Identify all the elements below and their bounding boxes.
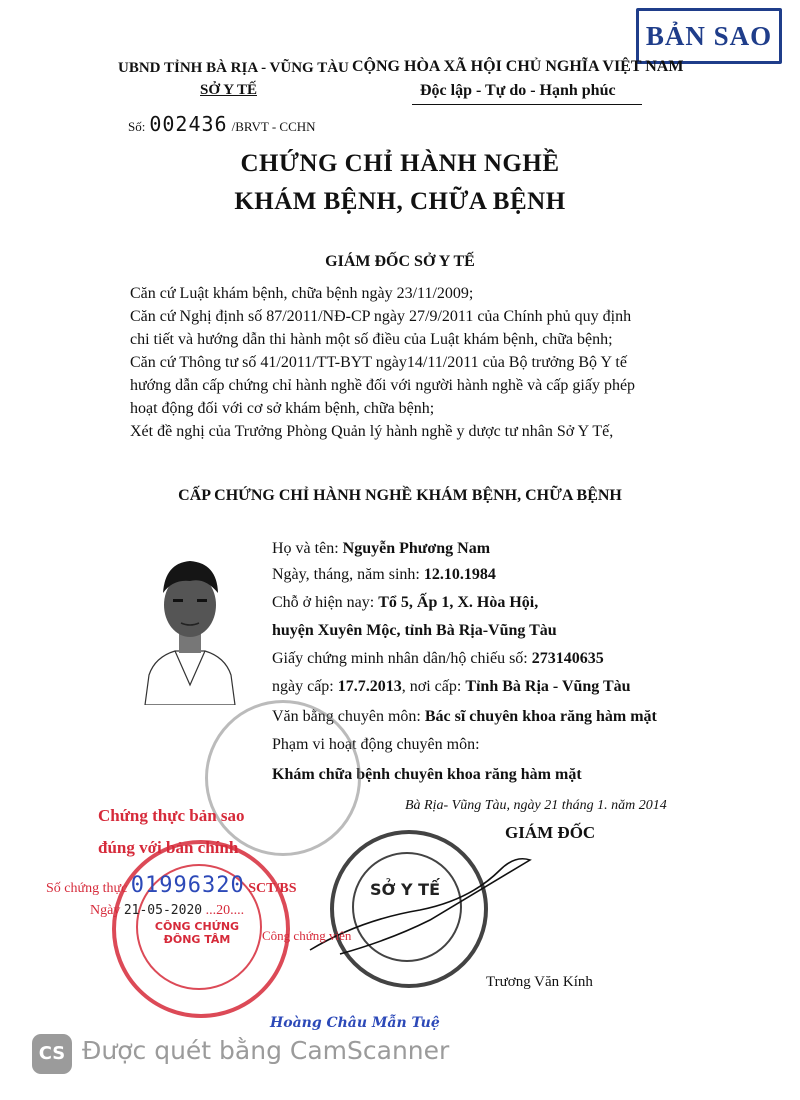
legal-basis-line: Căn cứ Thông tư số 41/2011/TT-BYT ngày14/11/2011 của Bộ trưởng Bộ Y tế	[130, 354, 627, 371]
month-label: tháng	[561, 798, 594, 813]
issue-place: Tỉnh Bà Rịa - Vũng Tàu	[465, 678, 631, 695]
certification-number: 01996320	[130, 873, 245, 898]
holder-photo	[135, 535, 245, 705]
holder-address-1: Tổ 5, Ấp 1, X. Hòa Hội,	[378, 594, 539, 611]
sign-day: 21	[544, 798, 559, 813]
address-label: Chỗ ở hiện nay:	[272, 594, 375, 611]
camscanner-logo-icon: CS	[32, 1034, 72, 1074]
notary-signature-name: Hoàng Châu Mẫn Tuệ	[270, 1015, 440, 1031]
legal-basis-line: Xét đề nghị của Trưởng Phòng Quản lý hành nghề y dược tư nhân Sở Y Tế,	[130, 423, 614, 440]
certificate-number	[128, 112, 316, 136]
certification-date-label: Ngày	[90, 903, 121, 918]
issuing-agency: UBND TỈNH BÀ RỊA - VŨNG TÀU	[118, 60, 349, 76]
signer-role: GIÁM ĐỐC	[505, 823, 596, 842]
legal-basis-line: Căn cứ Nghị định số 87/2011/NĐ-CP ngày 27/9/2011 của Chính phủ quy định	[130, 308, 632, 325]
holder-id-issue-row	[272, 678, 631, 696]
certified-copy-line-2: đúng với bản chính	[98, 838, 239, 857]
scope-value: Khám chữa bệnh chuyên khoa răng hàm mặt	[272, 766, 582, 783]
certification-date-suffix: ...20....	[205, 903, 245, 918]
portrait-icon	[135, 535, 245, 705]
document-title-line-2: KHÁM BỆNH, CHỮA BỆNH	[234, 188, 566, 215]
sign-month: 1.	[597, 798, 608, 813]
legal-basis-line: chi tiết và hướng dẫn thi hành một số điều của Luật khám bệnh, chữa bệnh;	[130, 331, 613, 348]
holder-name: Nguyễn Phương Nam	[342, 540, 491, 557]
holder-id-row	[272, 650, 604, 668]
number-suffix: /BRVT - CCHN	[231, 119, 316, 134]
holder-address-row	[272, 594, 538, 612]
legal-basis-line: hoạt động đối với cơ sở khám bệnh, chữa bệnh;	[130, 400, 435, 417]
certification-number-row	[46, 873, 297, 898]
scope-label: Phạm vi hoạt động chuyên môn:	[272, 736, 480, 753]
document-title-line-1: CHỨNG CHỈ HÀNH NGHỀ	[240, 150, 560, 177]
legal-basis-line: hướng dẫn cấp chứng chỉ hành nghề đối với người hành nghề và cấp giấy phép	[130, 377, 636, 394]
legal-basis-line: Căn cứ Luật khám bệnh, chữa bệnh ngày 23/11/2009;	[130, 285, 474, 302]
copy-stamp: BẢN SAO	[636, 8, 782, 64]
dob-label: Ngày, tháng, năm sinh:	[272, 566, 420, 583]
certified-copy-line-1: Chứng thực bản sao	[98, 806, 245, 825]
certification-date: 21-05-2020	[123, 903, 203, 918]
id-label: Giấy chứng minh nhân dân/hộ chiếu số:	[272, 650, 528, 667]
holder-id-number: 273140635	[531, 650, 604, 667]
holder-address-2: huyện Xuyên Mộc, tỉnh Bà Rịa-Vũng Tàu	[272, 622, 557, 639]
name-label: Họ và tên:	[272, 540, 339, 557]
degree-label: Văn bằng chuyên môn:	[272, 708, 421, 725]
number-label: Số:	[128, 119, 146, 134]
issue-place-label: , nơi cấp:	[401, 678, 462, 695]
official-seal-text: SỞ Y TẾ	[369, 880, 441, 899]
year-label: năm	[611, 798, 636, 813]
certification-number-suffix: SCT/BS	[248, 881, 297, 896]
issuer-title: GIÁM ĐỐC SỞ Y TẾ	[325, 253, 475, 270]
national-motto: Độc lập - Tự do - Hạnh phúc	[420, 82, 616, 99]
motto-underline	[412, 104, 642, 105]
sign-year: 2014	[638, 798, 667, 813]
certification-number-label: Số chứng thực	[46, 881, 128, 896]
number-value: 002436	[149, 112, 228, 136]
issuing-department: SỞ Y TẾ	[200, 82, 257, 98]
signer-name: Trương Văn Kính	[486, 974, 593, 990]
notary-label: Công chứng viên	[262, 928, 352, 943]
holder-name-row	[272, 540, 490, 558]
issue-date-label: ngày cấp:	[272, 678, 334, 695]
camscanner-watermark: Được quét bằng CamScanner	[82, 1036, 450, 1065]
holder-dob: 12.10.1984	[423, 566, 496, 583]
place-date-label: Bà Rịa- Vũng Tàu, ngày	[405, 798, 541, 813]
signature-place-date	[405, 798, 667, 814]
faint-stamp	[205, 700, 361, 856]
country-name: CỘNG HÒA XÃ HỘI CHỦ NGHĨA VIỆT NAM	[352, 58, 684, 75]
holder-dob-row	[272, 566, 496, 584]
notary-seal-text: CÔNG CHỨNG ĐÔNG TÂM	[154, 920, 240, 946]
grant-heading: CẤP CHỨNG CHỈ HÀNH NGHỀ KHÁM BỆNH, CHỮA BỆNH	[178, 487, 622, 504]
certification-date-row	[90, 903, 244, 919]
holder-degree: Bác sĩ chuyên khoa răng hàm mặt	[424, 708, 657, 725]
issue-date: 17.7.2013	[337, 678, 402, 695]
